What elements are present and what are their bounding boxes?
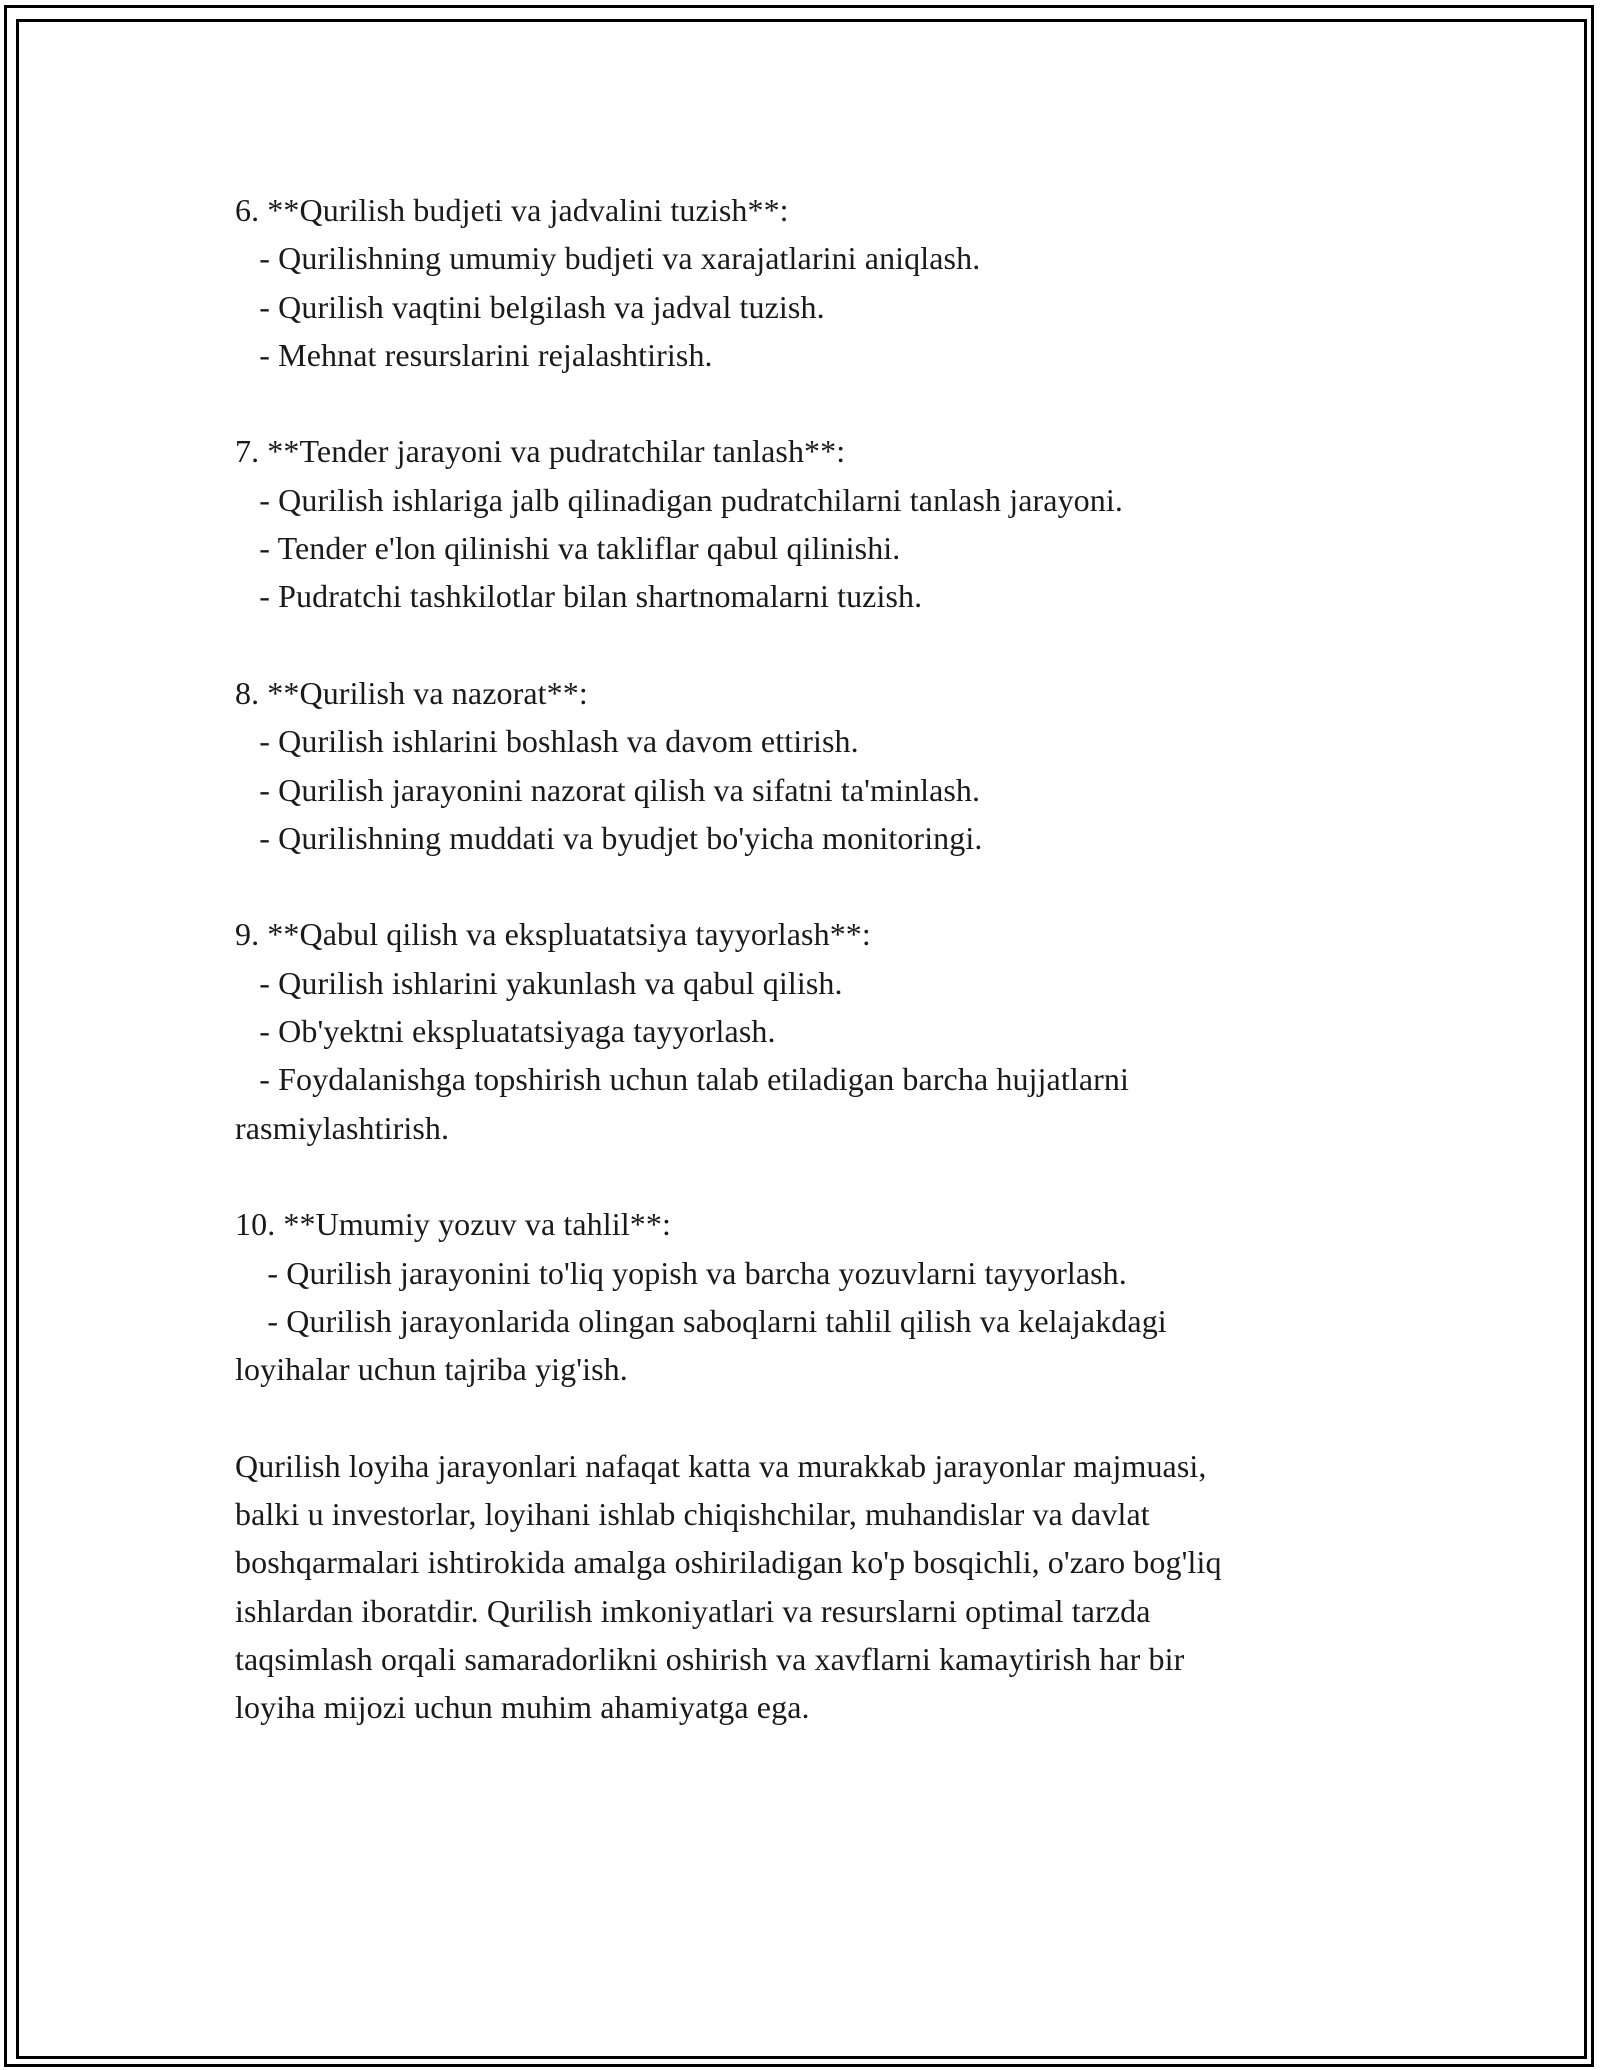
section-heading: 7. **Tender jarayoni va pudratchilar tanlash**: [235, 433, 846, 470]
section-8 [235, 669, 1415, 862]
list-item: - Qurilishning umumiy budjeti va xarajatlarini aniqlash. [235, 240, 981, 277]
list-item-continuation: loyihalar uchun tajriba yig'ish. [235, 1351, 628, 1388]
list-item: - Qurilish ishlarini yakunlash va qabul qilish. [235, 964, 843, 1001]
section-7 [235, 427, 1415, 620]
list-item: - Qurilish jarayonini to'liq yopish va barcha yozuvlarni tayyorlash. [235, 1254, 1127, 1291]
paragraph-line: ishlardan iboratdir. Qurilish imkoniyatlari va resurslarni optimal tarzda [235, 1592, 1151, 1629]
list-item: - Foydalanishga topshirish uchun talab etiladigan barcha hujjatlarni [235, 1061, 1129, 1098]
section-heading: 6. **Qurilish budjeti va jadvalini tuzish**: [235, 192, 789, 228]
paragraph-gap [235, 1393, 1415, 1441]
list-item: - Qurilish ishlariga jalb qilinadigan pudratchilarni tanlash jarayoni. [235, 481, 1123, 518]
paragraph-line: Qurilish loyiha jarayonlari nafaqat katta va murakkab jarayonlar majmuasi, [235, 1447, 1207, 1484]
paragraph-gap [235, 862, 1415, 910]
paragraph-line: balki u investorlar, loyihani ishlab chiqishchilar, muhandislar va davlat [235, 1496, 1150, 1533]
list-item: - Pudratchi tashkilotlar bilan shartnomalarni tuzish. [235, 578, 923, 615]
paragraph-line: taqsimlash orqali samaradorlikni oshirish va xavflarni kamaytirish har bir [235, 1640, 1185, 1677]
section-9 [235, 910, 1415, 1151]
paragraph-line: loyiha mijozi uchun muhim ahamiyatga ega. [235, 1689, 810, 1726]
list-item: - Qurilish jarayonlarida olingan saboqlarni tahlil qilish va kelajakdagi [235, 1302, 1167, 1339]
list-item: - Qurilish vaqtini belgilash va jadval tuzish. [235, 288, 825, 325]
list-item: - Mehnat resurslarini rejalashtirish. [235, 336, 713, 373]
paragraph-line: boshqarmalari ishtirokida amalga oshiriladigan ko'p bosqichli, o'zaro bog'liq [235, 1544, 1222, 1581]
paragraph-gap [235, 1152, 1415, 1200]
paragraph-gap [235, 379, 1415, 427]
document-body [235, 186, 1415, 1732]
list-item: - Ob'yektni ekspluatatsiyaga tayyorlash. [235, 1013, 776, 1050]
section-6 [235, 186, 1415, 379]
list-item: - Qurilish ishlarini boshlash va davom ettirish. [235, 723, 859, 760]
list-item: - Tender e'lon qilinishi va takliflar qabul qilinishi. [235, 530, 901, 567]
section-heading: 10. **Umumiy yozuv va tahlil**: [235, 1206, 671, 1243]
list-item-continuation: rasmiylashtirish. [235, 1109, 450, 1146]
paragraph-gap [235, 621, 1415, 669]
section-heading: 8. **Qurilish va nazorat**: [235, 674, 588, 711]
section-10 [235, 1200, 1415, 1393]
conclusion-paragraph [235, 1442, 1415, 1732]
list-item: - Qurilishning muddati va byudjet bo'yicha monitoringi. [235, 819, 983, 856]
list-item: - Qurilish jarayonini nazorat qilish va sifatni ta'minlash. [235, 771, 981, 808]
section-heading: 9. **Qabul qilish va ekspluatatsiya tayyorlash**: [235, 916, 871, 953]
